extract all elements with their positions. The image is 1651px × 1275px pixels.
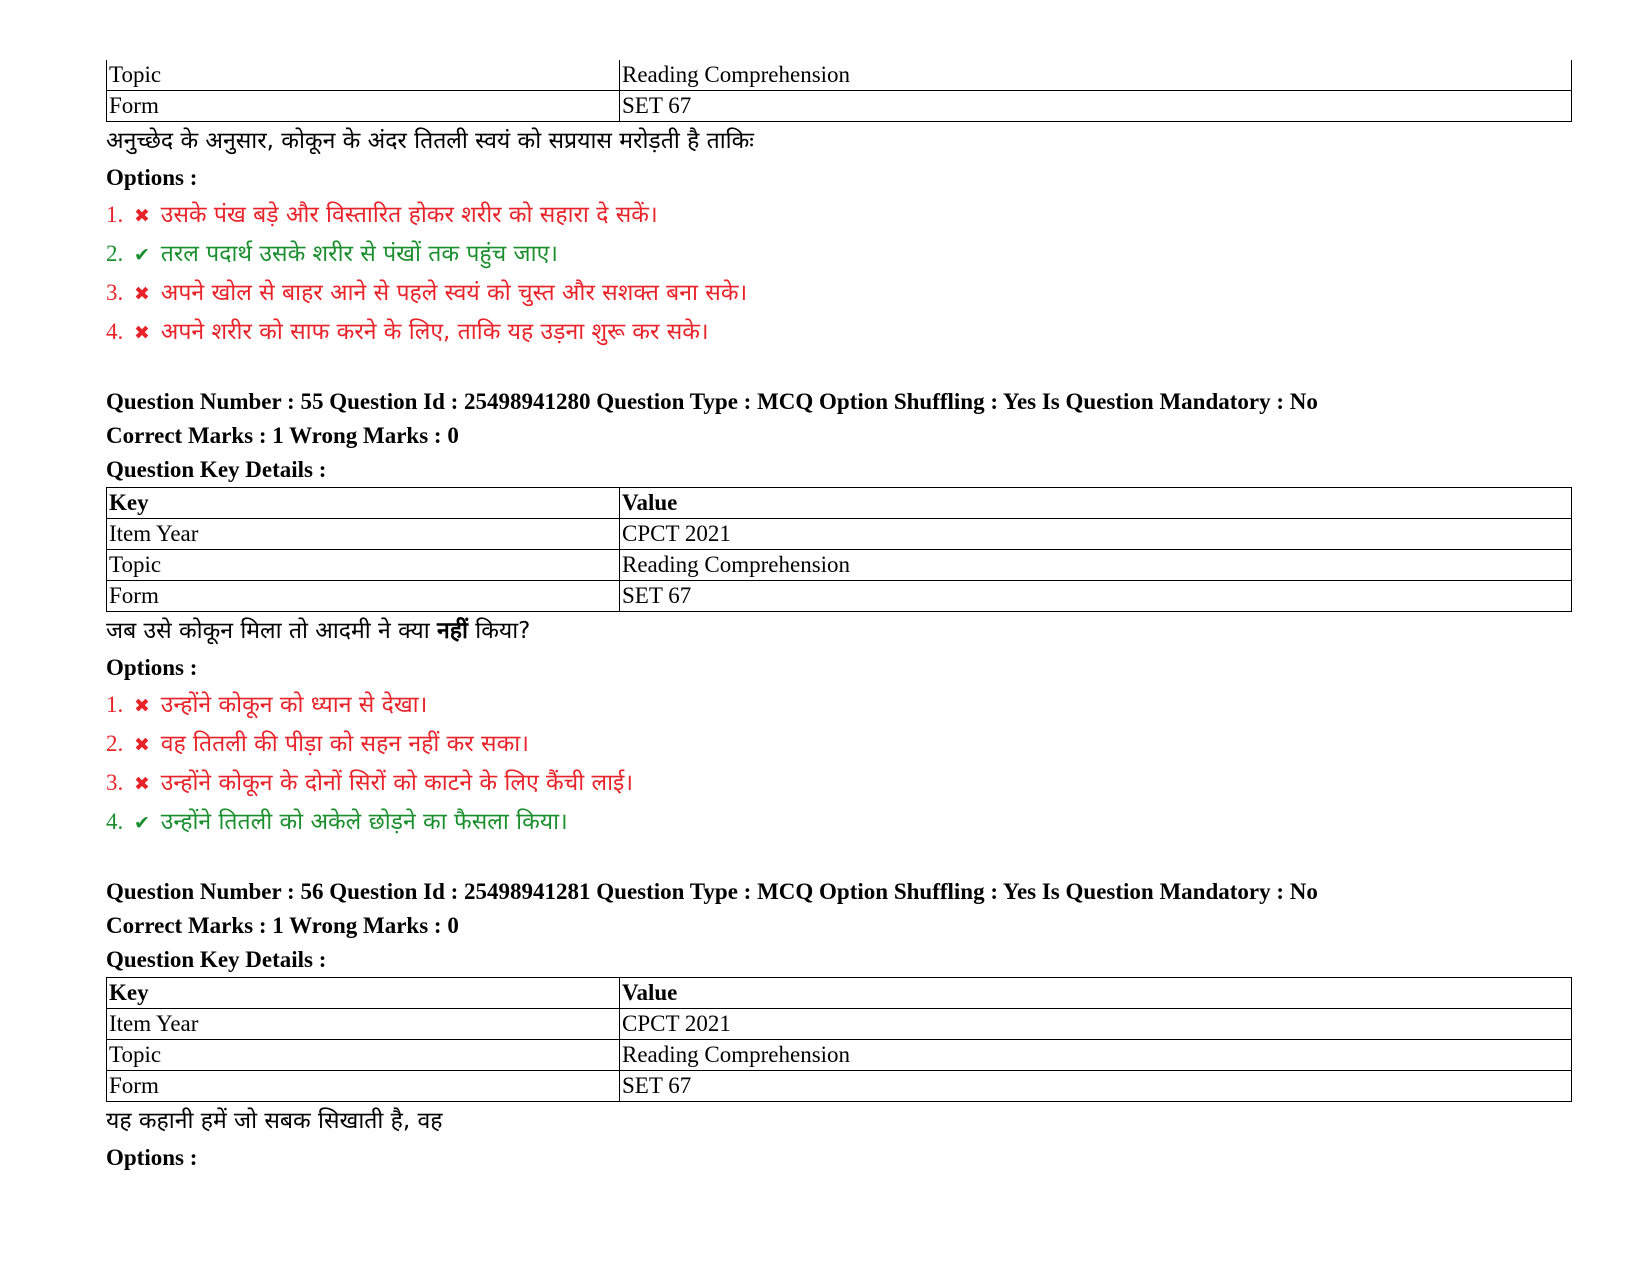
option-text: अपने शरीर को साफ करने के लिए, ताकि यह उड़ना शुरू कर सके।	[160, 319, 709, 345]
option-number: 3.	[106, 770, 124, 795]
option-number: 2.	[106, 241, 124, 266]
option-2	[106, 234, 1572, 273]
question-meta-q56: Question Number : 56 Question Id : 25498941281 Question Type : MCQ Option Shuffling : Yes Is Question Mandatory : No	[106, 879, 1318, 904]
table-row	[107, 550, 1572, 581]
option-2	[106, 724, 1572, 763]
cross-icon: ✖	[134, 695, 150, 717]
option-text: उन्होंने कोकून को ध्यान से देखा।	[160, 692, 428, 718]
cross-icon: ✖	[134, 322, 150, 344]
table-cell-value: CPCT 2021	[620, 519, 1572, 550]
table-cell-key: Form	[107, 581, 620, 612]
option-4	[106, 312, 1572, 351]
options-label: Options :	[106, 1145, 198, 1170]
option-text: तरल पदार्थ उसके शरीर से पंखों तक पहुंच जाए।	[160, 241, 559, 267]
question-marks-q55: Correct Marks : 1 Wrong Marks : 0	[106, 423, 459, 448]
option-text: अपने खोल से बाहर आने से पहले स्वयं को चुस्त और सशक्त बना सके।	[160, 280, 748, 306]
question-text-part: जब उसे कोकून मिला तो आदमी ने क्या	[106, 618, 438, 644]
question-text-q54: अनुच्छेद के अनुसार, कोकून के अंदर तितली स्वयं को सप्रयास मरोड़ती है ताकिः	[106, 128, 754, 154]
question-text-q55	[106, 612, 1572, 650]
options-label: Options :	[106, 165, 198, 190]
check-icon: ✔	[134, 244, 150, 266]
option-number: 4.	[106, 319, 124, 344]
table-cell-value: Reading Comprehension	[620, 550, 1572, 581]
table-row	[107, 1071, 1572, 1102]
cross-icon: ✖	[134, 773, 150, 795]
table-row	[107, 1009, 1572, 1040]
option-text: उसके पंख बड़े और विस्तारित होकर शरीर को सहारा दे सकें।	[160, 202, 658, 228]
table-header-key: Key	[107, 978, 620, 1009]
question-text-q56: यह कहानी हमें जो सबक सिखाती है, वह	[106, 1108, 443, 1134]
table-cell-value: SET 67	[620, 581, 1572, 612]
table-cell-key: Form	[107, 1071, 620, 1102]
table-row	[107, 60, 1572, 91]
table-cell-key: Form	[107, 91, 620, 122]
key-details-table-q55	[106, 487, 1572, 612]
table-cell-value: CPCT 2021	[620, 1009, 1572, 1040]
option-number: 3.	[106, 280, 124, 305]
table-header-value: Value	[620, 978, 1572, 1009]
table-cell-value: SET 67	[620, 91, 1572, 122]
key-details-table-q54	[106, 60, 1572, 122]
option-1	[106, 195, 1572, 234]
key-details-label: Question Key Details :	[106, 947, 327, 972]
option-number: 1.	[106, 692, 124, 717]
option-text: उन्होंने कोकून के दोनों सिरों को काटने के लिए कैंची लाई।	[160, 770, 634, 796]
table-cell-value: Reading Comprehension	[620, 60, 1572, 91]
question-marks-q56: Correct Marks : 1 Wrong Marks : 0	[106, 913, 459, 938]
table-cell-value: SET 67	[620, 1071, 1572, 1102]
table-cell-key: Item Year	[107, 1009, 620, 1040]
question-text-bold: नहीं	[437, 618, 468, 644]
table-header-row	[107, 978, 1572, 1009]
table-row	[107, 581, 1572, 612]
cross-icon: ✖	[134, 734, 150, 756]
key-details-label: Question Key Details :	[106, 457, 327, 482]
option-3	[106, 763, 1572, 802]
question-meta-q55: Question Number : 55 Question Id : 25498941280 Question Type : MCQ Option Shuffling : Yes Is Question Mandatory : No	[106, 389, 1318, 414]
option-text: उन्होंने तितली को अकेले छोड़ने का फैसला किया।	[160, 809, 568, 835]
option-number: 2.	[106, 731, 124, 756]
table-cell-key: Topic	[107, 60, 620, 91]
table-cell-key: Topic	[107, 1040, 620, 1071]
document-page	[106, 60, 1572, 1175]
option-4	[106, 802, 1572, 841]
option-number: 1.	[106, 202, 124, 227]
table-row	[107, 519, 1572, 550]
option-3	[106, 273, 1572, 312]
table-header-key: Key	[107, 488, 620, 519]
table-cell-key: Topic	[107, 550, 620, 581]
key-details-table-q56	[106, 977, 1572, 1102]
table-header-row	[107, 488, 1572, 519]
question-text-part: किया?	[467, 618, 531, 644]
table-row	[107, 91, 1572, 122]
check-icon: ✔	[134, 812, 150, 834]
table-cell-key: Item Year	[107, 519, 620, 550]
table-header-value: Value	[620, 488, 1572, 519]
cross-icon: ✖	[134, 205, 150, 227]
cross-icon: ✖	[134, 283, 150, 305]
table-cell-value: Reading Comprehension	[620, 1040, 1572, 1071]
table-row	[107, 1040, 1572, 1071]
option-number: 4.	[106, 809, 124, 834]
option-1	[106, 685, 1572, 724]
option-text: वह तितली की पीड़ा को सहन नहीं कर सका।	[160, 731, 529, 757]
options-label: Options :	[106, 655, 198, 680]
